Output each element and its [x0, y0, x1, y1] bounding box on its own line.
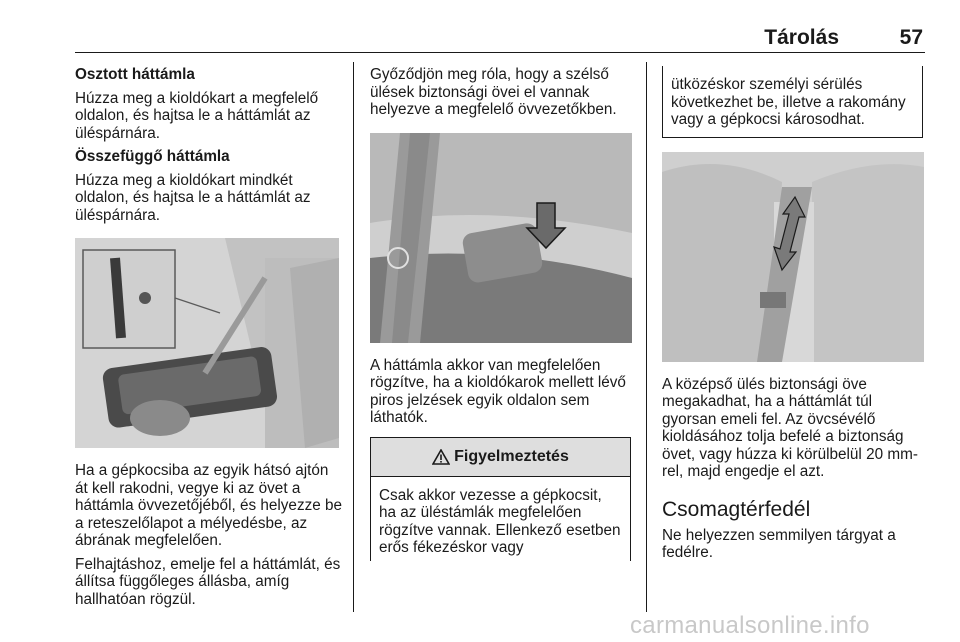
column-divider — [646, 62, 647, 612]
page-number: 57 — [899, 26, 923, 49]
warning-text: Csak akkor vezesse a gépkocsit, ha az üléstámlák megfelelően rögzítve vannak. Ellenkező esetben erős fékezéskor vagy — [379, 486, 621, 556]
column-2 — [370, 66, 638, 561]
illustration-center-belt — [662, 152, 924, 362]
illustration-release-lever — [370, 133, 632, 343]
paragraph: A középső ülés biztonsági öve megakadhat, ha a háttámlát túl gyorsan emeli fel. Az övcsévélő kioldásához tolja befelé a biztonság övet, vagy húzza ki körülbelül 20 mm-rel, majd engedje el azt. — [662, 375, 918, 480]
paragraph: Felhajtáshoz, emelje fel a háttámlát, és állítsa függőleges állásba, amíg hallhatóan rögzül. — [75, 555, 341, 608]
paragraph: Húzza meg a kioldókart mindkét oldalon, és hajtsa le a háttámlát az üléspárnára. — [75, 171, 311, 224]
page-header — [75, 22, 925, 53]
section-title: Tárolás — [764, 26, 839, 49]
warning-box — [370, 437, 631, 561]
paragraph: Ne helyezzen semmilyen tárgyat a fedélre. — [662, 526, 896, 561]
paragraph: Győződjön meg róla, hogy a szélső ülések biztonsági övei el vannak helyezve a megfelelő övvezetőkben. — [370, 66, 617, 118]
subheading-split-backrest: Osztott háttámla — [75, 66, 195, 83]
column-divider — [353, 62, 354, 612]
warning-title: Figyelmeztetés — [454, 447, 569, 465]
warning-box-continued — [662, 66, 923, 138]
paragraph: Ha a gépkocsiba az egyik hátsó ajtón át kell rakodni, vegye ki az övet a háttámla övvezetőjéből, és helyezze be a reteszelőlapot a mélyedésbe, az ábrának megfelelően. — [75, 462, 343, 549]
subheading-full-backrest: Összefüggő háttámla — [75, 148, 230, 165]
paragraph: A háttámla akkor van megfelelően rögzítve, ha a kioldókarok mellett lévő piros jelzések egyik oldalon sem láthatók. — [370, 356, 626, 426]
column-3 — [662, 66, 924, 562]
heading-cargo-cover: Csomagtérfedél — [662, 497, 811, 521]
paragraph: Húzza meg a kioldókart a megfelelő oldalon, és hajtsa le a háttámlát az üléspárnára. — [75, 89, 319, 142]
warning-header — [371, 438, 630, 477]
watermark: carmanualsonline.info — [630, 612, 870, 639]
warning-icon — [432, 449, 450, 465]
column-1 — [75, 66, 343, 608]
warning-text-continued: ütközéskor személyi sérülés következhet be, illetve a rakomány vagy a gépkocsi károsodhat. — [671, 76, 906, 128]
illustration-folded-seat — [75, 238, 339, 448]
